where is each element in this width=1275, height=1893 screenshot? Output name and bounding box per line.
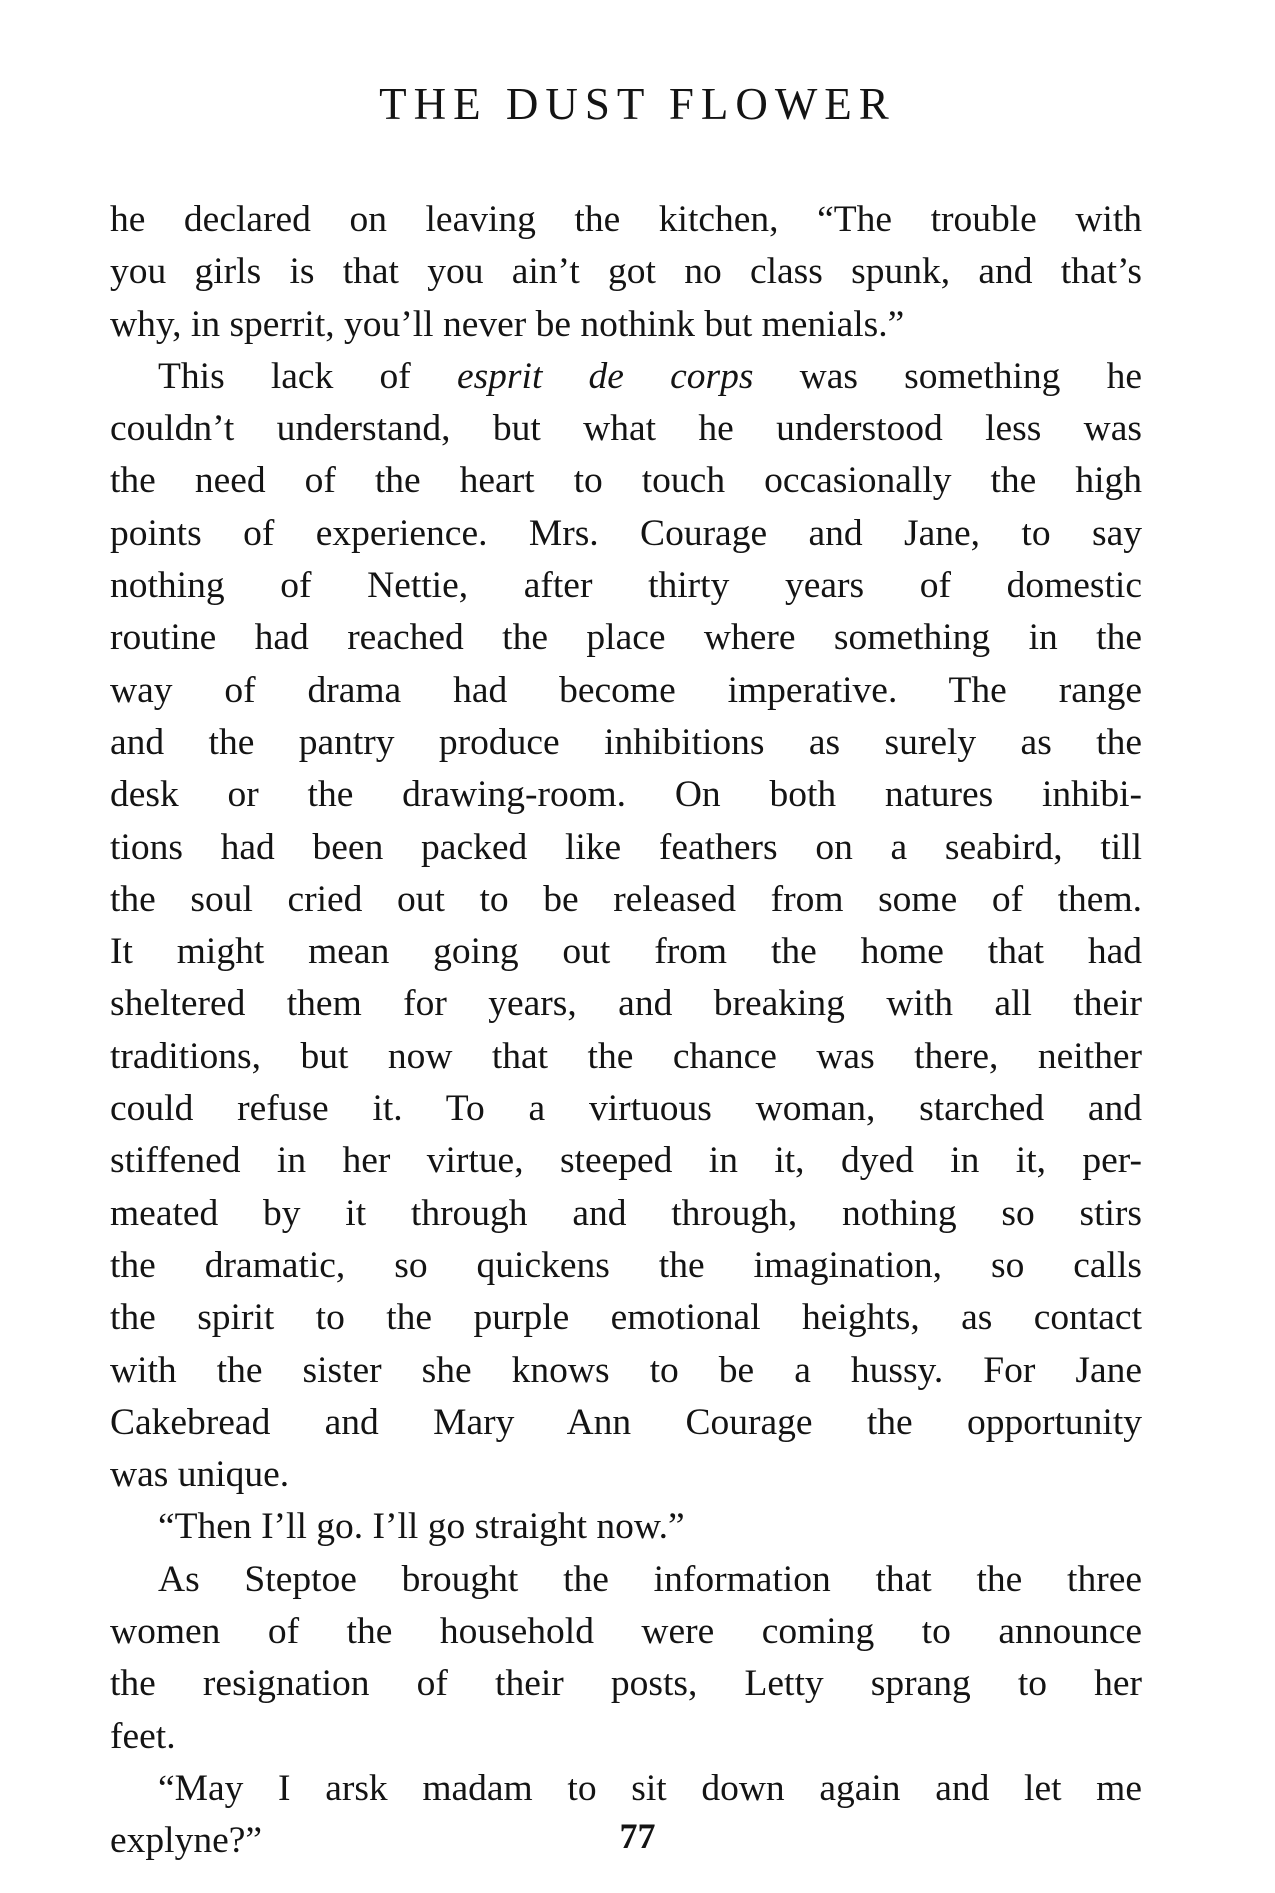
text-line [110, 351, 1142, 403]
text-line: feet. [110, 1715, 176, 1757]
text-line: points of experience. Mrs. Courage and Jane, to say [110, 512, 1142, 554]
text-line: you girls is that you ain’t got no class spunk, and that’s [110, 251, 1142, 293]
text-line: the spirit to the purple emotional heights, as contact [110, 1297, 1142, 1339]
text-line: sheltered them for years, and breaking with all their [110, 983, 1142, 1025]
text-line: meated by it through and through, nothing so stirs [110, 1192, 1142, 1234]
text-line: with the sister she knows to be a hussy. For Jane [110, 1349, 1142, 1391]
text-line: why, in sperrit, you’ll never be nothink but menials.” [110, 303, 905, 345]
text-line: “May I arsk madam to sit down again and let me [158, 1767, 1142, 1809]
text-line: the need of the heart to touch occasionally the high [110, 460, 1142, 502]
text-line: “Then I’ll go. I’ll go straight now.” [158, 1506, 685, 1548]
text-line: As Steptoe brought the information that the three [158, 1558, 1142, 1600]
text-line: women of the household were coming to announce [110, 1611, 1142, 1653]
text-line: Cakebread and Mary Ann Courage the opportunity [110, 1401, 1142, 1443]
text-run: This lack of [158, 355, 457, 397]
text-line: could refuse it. To a virtuous woman, starched and [110, 1088, 1142, 1130]
text-line: routine had reached the place where something in the [110, 617, 1142, 659]
text-line: the soul cried out to be released from some of them. [110, 878, 1142, 920]
text-run: was something he [753, 355, 1142, 397]
text-line: explyne?” [110, 1820, 262, 1862]
text-line: he declared on leaving the kitchen, “The trouble with [110, 199, 1142, 240]
page-number: 77 [619, 1816, 656, 1856]
text-line: traditions, but now that the chance was there, neither [110, 1035, 1142, 1077]
text-line: way of drama had become imperative. The range [110, 669, 1142, 711]
text-line: stiffened in her virtue, steeped in it, dyed in it, per- [110, 1140, 1142, 1182]
text-line: was unique. [110, 1454, 290, 1496]
running-head: THE DUST FLOWER [379, 79, 896, 129]
text-line: couldn’t understand, but what he understood less was [110, 408, 1142, 450]
italic-phrase: esprit de corps [456, 355, 754, 397]
text-line: desk or the drawing-room. On both natures inhibi- [110, 774, 1142, 816]
text-line: It might mean going out from the home that had [110, 931, 1142, 973]
text-line: the dramatic, so quickens the imagination, so calls [110, 1244, 1142, 1286]
text-line: the resignation of their posts, Letty sprang to her [110, 1663, 1142, 1705]
text-line: and the pantry produce inhibitions as surely as the [110, 721, 1142, 763]
body-text [110, 194, 1142, 1868]
text-line: nothing of Nettie, after thirty years of domestic [110, 565, 1142, 607]
text-line: tions had been packed like feathers on a seabird, till [110, 826, 1142, 868]
